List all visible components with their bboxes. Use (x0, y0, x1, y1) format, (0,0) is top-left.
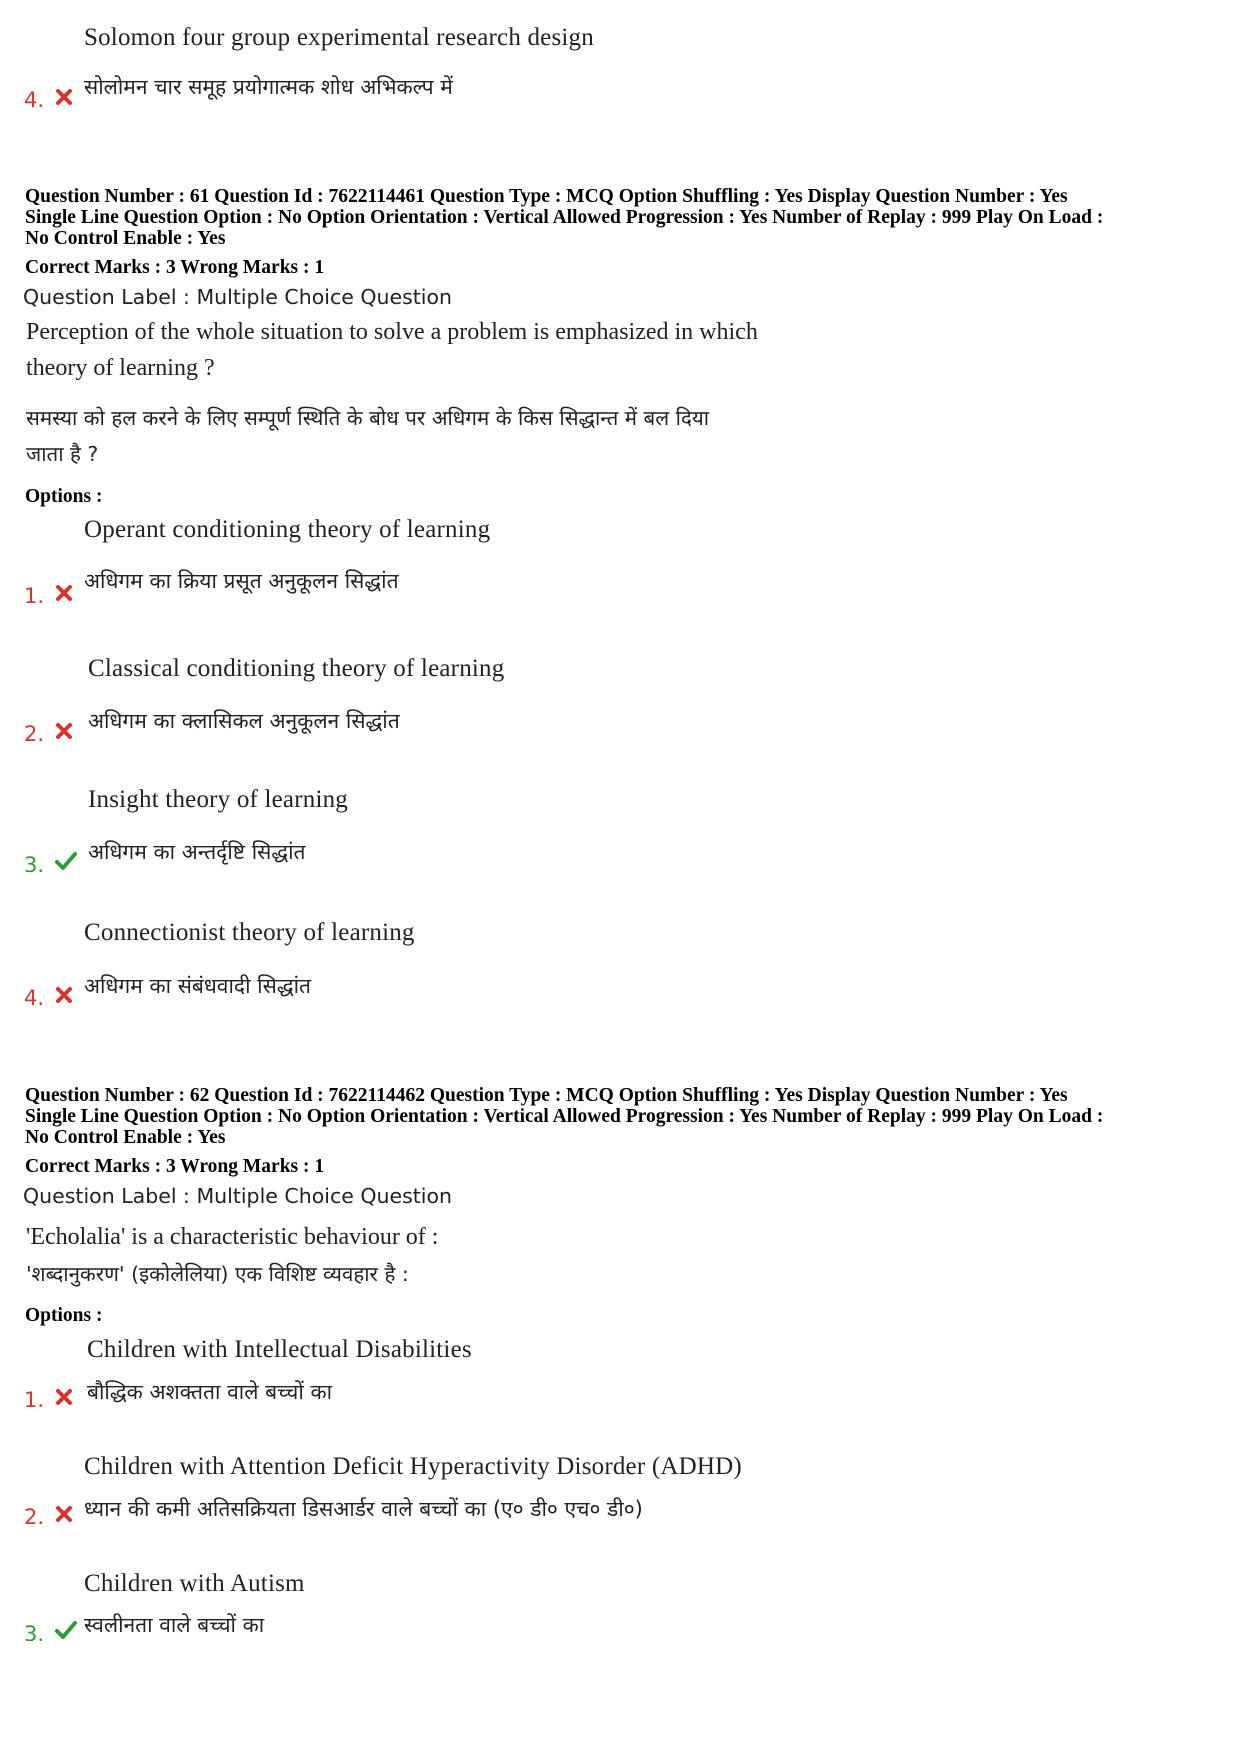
q62-metadata: Question Number : 62 Question Id : 7622114462 Question Type : MCQ Option Shuffling : Yes Display Question Number : Yes Single Line Question Option : No Option Orientation : Vertical Allowed Progression : Yes Number of Replay : 999 Play On Load : No Control Enable : Yes (25, 1085, 1104, 1148)
option-number: 2. (24, 1505, 45, 1529)
cross-icon (54, 87, 74, 107)
q62-question-label: Question Label : Multiple Choice Question (23, 1184, 453, 1208)
q61-marks: Correct Marks : 3 Wrong Marks : 1 (25, 257, 325, 278)
q62-options-heading: Options : (25, 1305, 103, 1326)
q62-marks: Correct Marks : 3 Wrong Marks : 1 (25, 1156, 325, 1177)
option-text-hi: स्वलीनता वाले बच्चों का (84, 1613, 265, 1637)
option-text-en: Classical conditioning theory of learning (88, 655, 505, 682)
option-number: 1. (24, 1388, 45, 1412)
option-number: 3. (24, 853, 45, 877)
checkmark-icon (54, 1619, 78, 1641)
option-text-hi: ध्यान की कमी अतिसक्रियता डिसआर्डर वाले बच्चों का (ए० डी० एच० डी०) (84, 1497, 643, 1521)
cross-icon (54, 1504, 74, 1524)
option-text-hi: बौद्धिक अशक्तता वाले बच्चों का (87, 1380, 333, 1404)
q61-question-label: Question Label : Multiple Choice Question (23, 285, 453, 309)
cross-icon (54, 583, 74, 603)
cross-icon (54, 985, 74, 1005)
q62-question-text-en: 'Echolalia' is a characteristic behaviour of : (26, 1224, 439, 1250)
option-text-en: Solomon four group experimental research design (84, 24, 594, 51)
option-number: 1. (24, 584, 45, 608)
option-text-hi: अधिगम का क्लासिकल अनुकूलन सिद्धांत (88, 709, 400, 733)
option-text-en: Children with Autism (84, 1570, 305, 1597)
option-number: 3. (24, 1622, 45, 1646)
option-text-en: Operant conditioning theory of learning (84, 516, 491, 543)
q61-question-text-hi: समस्या को हल करने के लिए सम्पूर्ण स्थिति के बोध पर अधिगम के किस सिद्धान्त में बल दिया जाता है ? (26, 406, 710, 466)
option-text-en: Insight theory of learning (88, 786, 348, 813)
option-text-hi: सोलोमन चार समूह प्रयोगात्मक शोध अभिकल्प में (84, 75, 453, 99)
option-text-hi: अधिगम का क्रिया प्रसूत अनुकूलन सिद्धांत (84, 569, 399, 593)
q61-metadata: Question Number : 61 Question Id : 7622114461 Question Type : MCQ Option Shuffling : Yes Display Question Number : Yes Single Line Question Option : No Option Orientation : Vertical Allowed Progression : Yes Number of Replay : 999 Play On Load : No Control Enable : Yes (25, 186, 1104, 249)
option-text-hi: अधिगम का संबंधवादी सिद्धांत (84, 974, 312, 998)
option-text-en: Children with Intellectual Disabilities (87, 1336, 472, 1363)
option-number: 4. (24, 88, 45, 112)
cross-icon (54, 1387, 74, 1407)
option-text-hi: अधिगम का अन्तर्दृष्टि सिद्धांत (88, 840, 306, 864)
option-number: 2. (24, 722, 45, 746)
checkmark-icon (54, 850, 78, 872)
q62-question-text-hi: 'शब्दानुकरण' (इकोलेलिया) एक विशिष्ट व्यवहार है : (26, 1262, 409, 1286)
q61-options-heading: Options : (25, 486, 103, 507)
option-number: 4. (24, 986, 45, 1010)
option-text-en: Connectionist theory of learning (84, 919, 415, 946)
option-text-en: Children with Attention Deficit Hyperactivity Disorder (ADHD) (84, 1453, 742, 1480)
q61-question-text-en: Perception of the whole situation to solve a problem is emphasized in which theory of learning ? (26, 319, 758, 381)
cross-icon (54, 721, 74, 741)
